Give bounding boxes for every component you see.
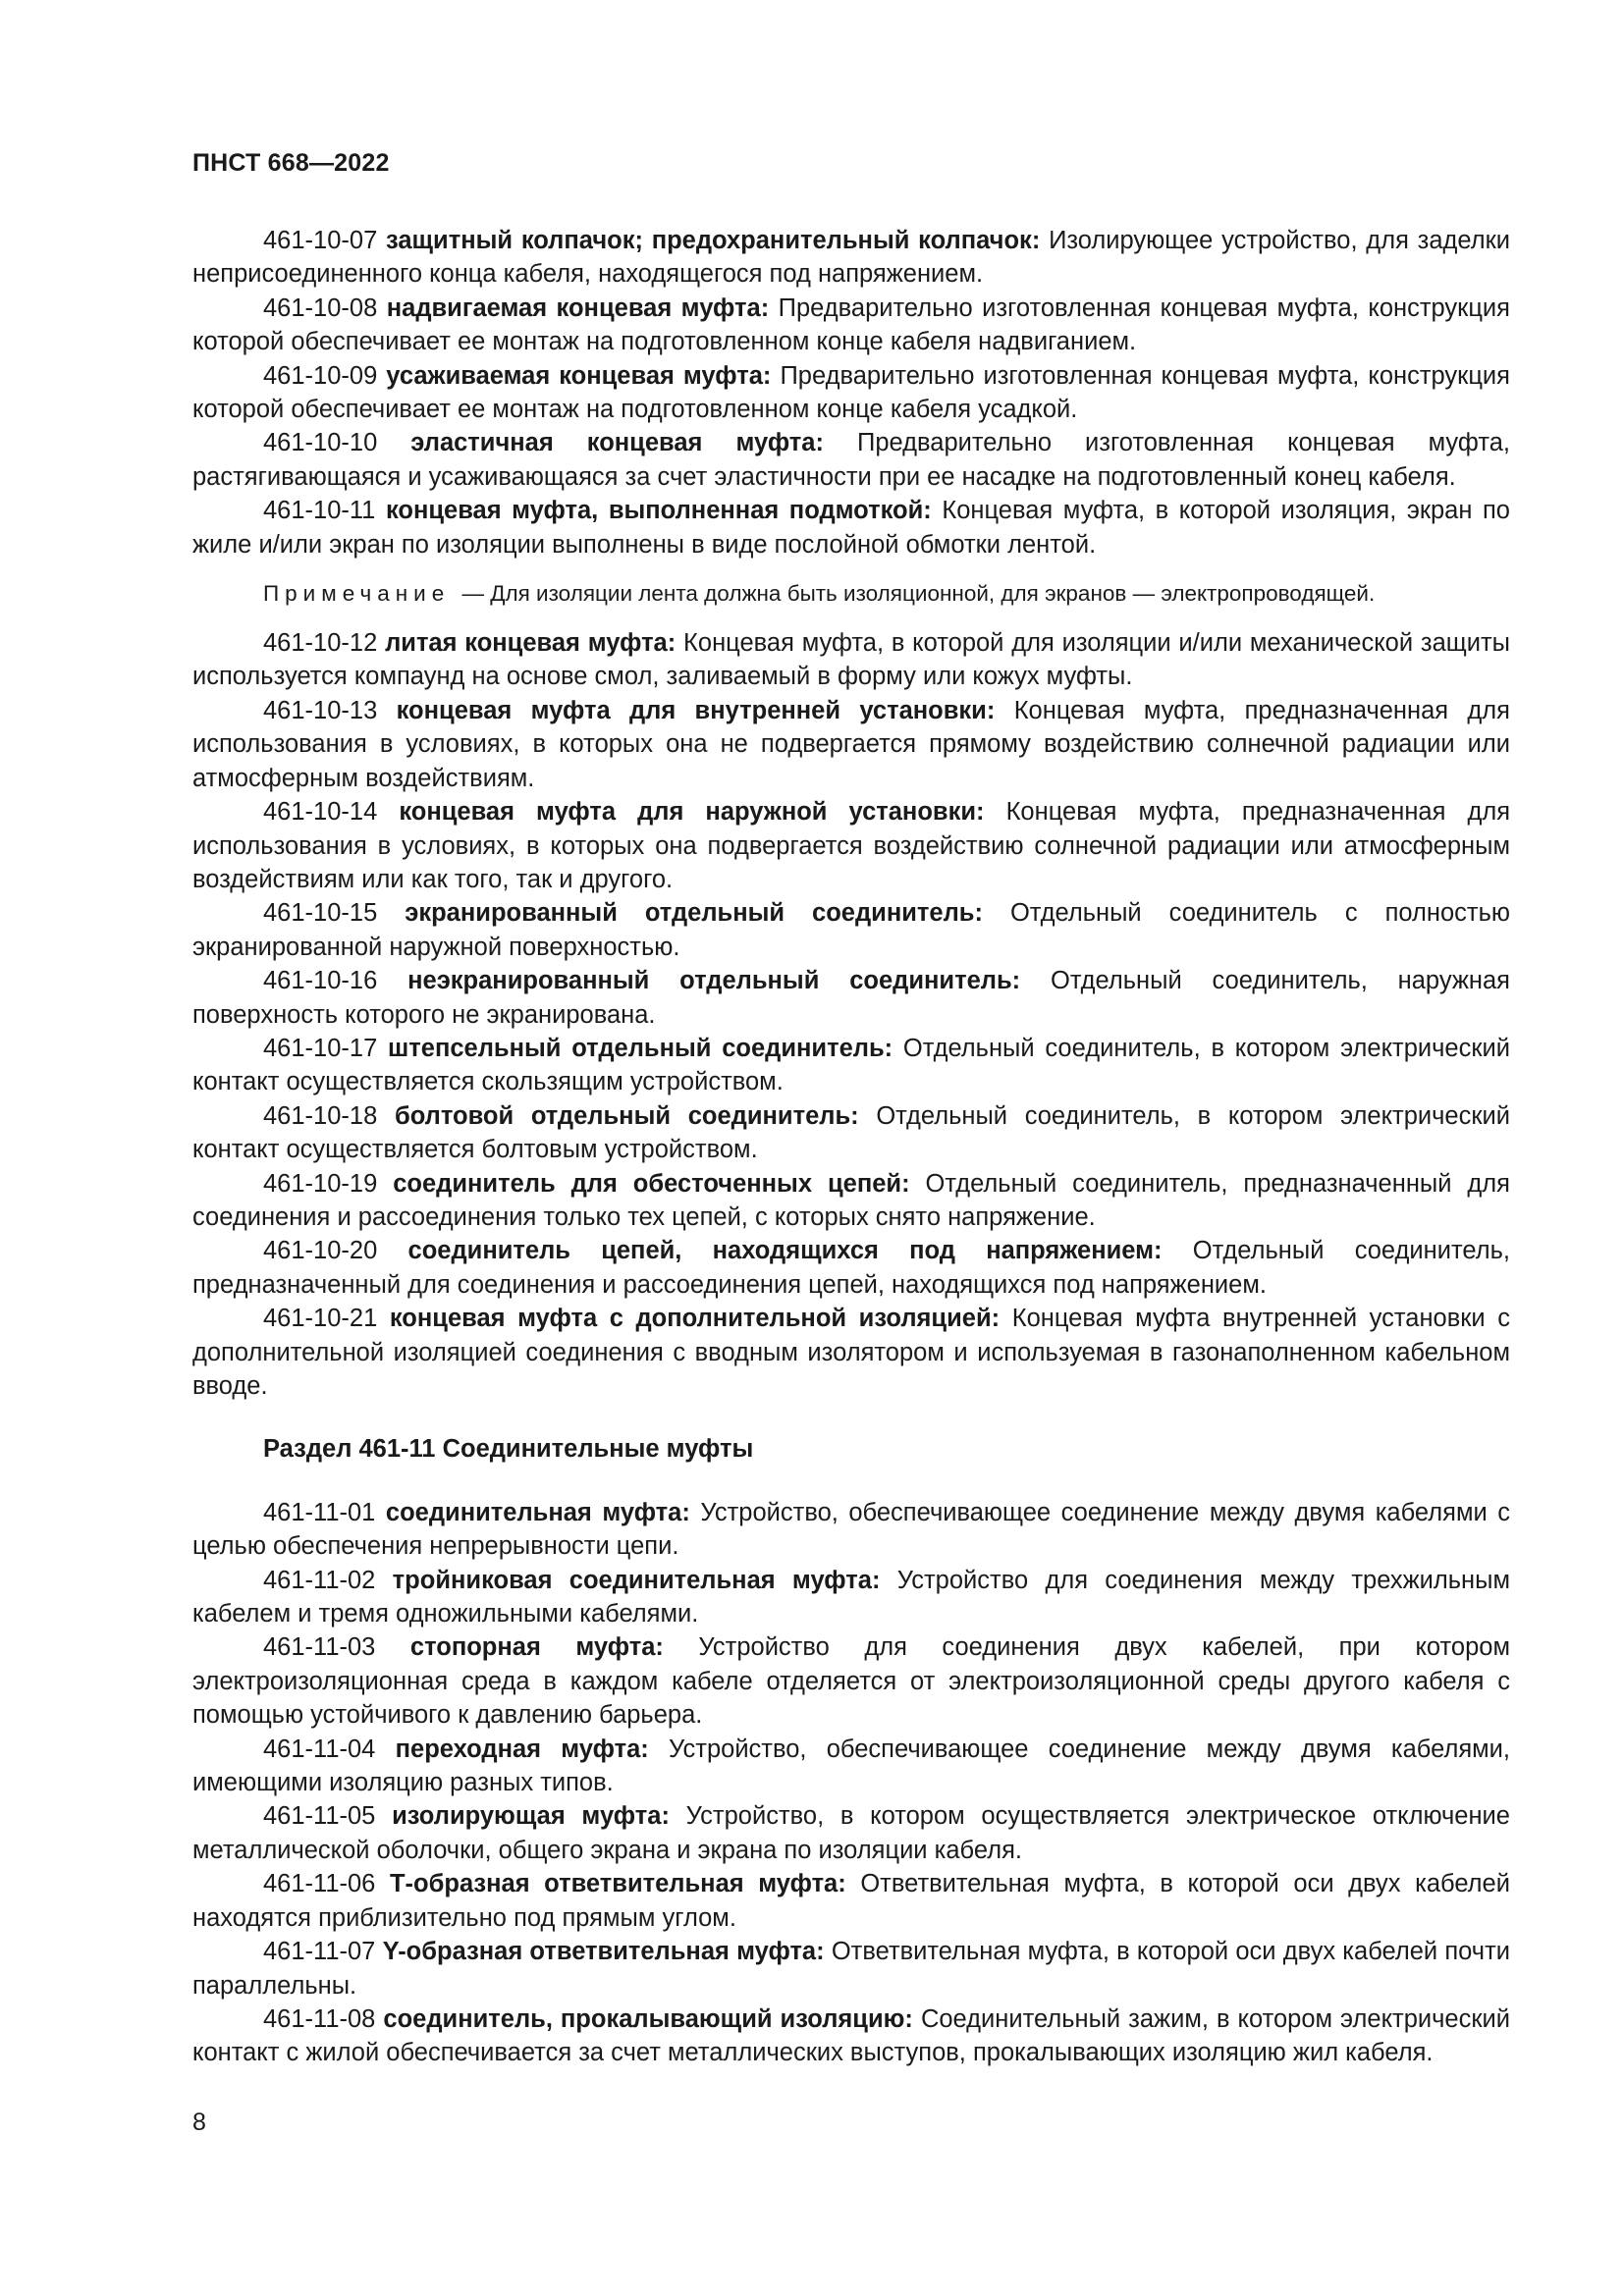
entry-code: 461-10-10 xyxy=(263,429,378,457)
entry-definition: Соединительный зажим, в котором электрический контакт с жилой обеспечивается за счет металлических выступов, прокалывающих изоляцию жил кабеля. xyxy=(192,2004,1510,2067)
term-entry xyxy=(192,292,1510,359)
entry-term: соединитель для обесточенных цепей: xyxy=(393,1169,910,1198)
entry-definition: Ответвительная муфта, в которой оси двух кабелей находятся приблизительно под прямым углом. xyxy=(192,1870,1510,1932)
term-entry xyxy=(192,1099,1510,1167)
term-entry xyxy=(192,359,1510,427)
term-entry xyxy=(192,494,1510,561)
entry-definition: Отдельный соединитель, наружная поверхность которого не экранирована. xyxy=(192,967,1510,1029)
entry-definition: Устройство, обеспечивающее соединение между двумя кабелями с целью обеспечения непрерывности цепи. xyxy=(192,1498,1510,1561)
term-entry xyxy=(192,1564,1510,1631)
entry-definition: Устройство для соединения двух кабелей, при котором электроизоляционная среда в каждом кабеле отделяется от электроизоляционной среды другого кабеля с помощью устойчивого к давлению барьера. xyxy=(192,1633,1510,1730)
entry-definition: Изолирующее устройство, для заделки неприсоединенного конца кабеля, находящегося под напряжением. xyxy=(192,227,1510,289)
document-body xyxy=(192,224,1510,2070)
entry-definition: Отдельный соединитель, в котором электрический контакт осуществляется скользящим устройством. xyxy=(192,1034,1510,1096)
term-entry xyxy=(192,224,1510,292)
document-id: ПНСТ 668—2022 xyxy=(192,149,390,177)
entry-code: 461-11-04 xyxy=(263,1735,376,1763)
entry-definition: Отдельный соединитель с полностью экранированной наружной поверхностью. xyxy=(192,899,1510,961)
entry-code: 461-10-13 xyxy=(263,696,378,724)
term-entry xyxy=(192,896,1510,964)
entry-code: 461-10-11 xyxy=(263,497,376,525)
entry-term: экранированный отдельный соединитель: xyxy=(405,899,983,928)
entry-code: 461-11-03 xyxy=(263,1633,376,1662)
entry-code: 461-10-20 xyxy=(263,1237,378,1265)
entry-term: литая концевая муфта: xyxy=(385,629,677,658)
term-entry xyxy=(192,1630,1510,1732)
note-text: — Для изоляции лента должна быть изоляционной, для экранов — электропроводящей. xyxy=(461,581,1376,607)
term-entry xyxy=(192,626,1510,694)
term-entry xyxy=(192,964,1510,1032)
entry-term: Т-образная ответвительная муфта: xyxy=(389,1870,846,1898)
entry-term: концевая муфта, выполненная подмоткой: xyxy=(385,497,932,525)
term-entry xyxy=(192,1032,1510,1099)
entry-term: тройниковая соединительная муфта: xyxy=(392,1566,881,1594)
entry-code: 461-11-08 xyxy=(263,2004,376,2033)
entry-term: соединительная муфта: xyxy=(385,1498,690,1526)
entries-group-b xyxy=(192,626,1510,1403)
entry-definition: Отдельный соединитель, в котором электрический контакт осуществляется болтовым устройством. xyxy=(192,1101,1511,1164)
entry-term: стопорная муфта: xyxy=(409,1633,664,1662)
entry-definition: Предварительно изготовленная концевая муфта, конструкция которой обеспечивает ее монтаж на подготовленном конце кабеля усадкой. xyxy=(192,361,1510,424)
note-label: Примечание xyxy=(263,581,451,607)
entry-definition: Ответвительная муфта, в которой оси двух кабелей почти параллельны. xyxy=(192,1938,1510,2000)
entry-term: концевая муфта для наружной установки: xyxy=(399,798,985,827)
entry-term: штепсельный отдельный соединитель: xyxy=(388,1034,893,1062)
term-entry xyxy=(192,694,1510,795)
entry-code: 461-11-06 xyxy=(263,1870,376,1898)
entry-term: концевая муфта с дополнительной изоляцией: xyxy=(389,1305,1001,1333)
entry-term: болтовой отдельный соединитель: xyxy=(394,1101,859,1130)
section-title: Раздел 461-11 Соединительные муфты xyxy=(263,1435,754,1464)
entry-code: 461-10-07 xyxy=(263,227,378,254)
term-entry xyxy=(192,2002,1510,2070)
entry-definition: Устройство для соединения между трехжильным кабелем и тремя одножильными кабелями. xyxy=(192,1566,1510,1629)
entry-code: 461-10-17 xyxy=(263,1034,378,1062)
entry-definition: Отдельный соединитель, предназначенный для соединения и рассоединения только тех цепей, с которых снято напряжение. xyxy=(192,1169,1510,1231)
entry-term: изолирующая муфта: xyxy=(392,1802,670,1831)
entry-term: неэкранированный отдельный соединитель: xyxy=(407,967,1021,995)
entry-term: надвигаемая концевая муфта: xyxy=(386,294,770,322)
entry-code: 461-10-09 xyxy=(263,361,378,390)
entry-definition: Предварительно изготовленная концевая муфта, растягивающаяся и усаживающаяся за счет эластичности при ее насадке на подготовленный конец кабеля. xyxy=(192,429,1510,491)
entry-term: усаживаемая концевая муфта: xyxy=(386,361,772,390)
entry-code: 461-11-02 xyxy=(263,1566,376,1594)
term-entry xyxy=(192,426,1510,494)
entry-code: 461-10-14 xyxy=(263,798,378,827)
entry-term: соединитель, прокалывающий изоляцию: xyxy=(383,2004,913,2033)
entry-code: 461-10-08 xyxy=(263,294,378,322)
entry-code: 461-11-07 xyxy=(263,1938,376,1966)
note xyxy=(263,579,1510,609)
entry-term: концевая муфта для внутренней установки: xyxy=(396,696,996,724)
entry-code: 461-10-18 xyxy=(263,1101,378,1130)
entries-group-a xyxy=(192,224,1510,561)
entry-definition: Концевая муфта, в которой для изоляции и/или механической защиты используется компаунд на основе смол, заливаемый в форму или кожух муфты. xyxy=(192,629,1510,691)
entry-term: переходная муфта: xyxy=(395,1735,649,1763)
entry-code: 461-10-16 xyxy=(263,967,378,995)
term-entry xyxy=(192,1867,1510,1935)
entry-code: 461-10-15 xyxy=(263,899,378,928)
term-entry xyxy=(192,1302,1510,1403)
term-entry xyxy=(192,1733,1510,1800)
entry-definition: Отдельный соединитель, предназначенный для соединения и рассоединения цепей, находящихся под напряжением. xyxy=(192,1237,1510,1299)
entry-code: 461-11-01 xyxy=(263,1498,376,1526)
entry-definition: Предварительно изготовленная концевая муфта, конструкция которой обеспечивает ее монтаж на подготовленном конце кабеля надвиганием. xyxy=(192,294,1510,356)
entry-definition: Концевая муфта, предназначенная для использования в условиях, в которых она подвергается воздействию солнечной радиации или атмосферным воздействиям или как того, так и другого. xyxy=(192,798,1511,893)
page-number: 8 xyxy=(192,2109,206,2136)
term-entry xyxy=(192,1234,1510,1302)
entry-definition: Концевая муфта, в которой изоляция, экран по жиле и/или экран по изоляции выполнены в виде послойной обмотки лентой. xyxy=(192,497,1510,559)
entry-term: соединитель цепей, находящихся под напряжением: xyxy=(407,1237,1163,1265)
entries-group-c xyxy=(192,1496,1510,2070)
entry-code: 461-10-19 xyxy=(263,1169,378,1198)
entry-code: 461-10-12 xyxy=(263,629,378,658)
entry-term: эластичная концевая муфта: xyxy=(410,429,824,457)
term-entry xyxy=(192,1799,1510,1867)
entry-code: 461-11-05 xyxy=(263,1802,376,1831)
term-entry xyxy=(192,1167,1510,1235)
entry-term: Y-образная ответвительная муфта: xyxy=(382,1938,825,1966)
entry-code: 461-10-21 xyxy=(263,1305,378,1333)
entry-definition: Концевая муфта, предназначенная для использования в условиях, в которых она не подвергается прямому воздействию солнечной радиации или атмосферным воздействиям. xyxy=(192,696,1510,792)
entry-term: защитный колпачок; предохранительный колпачок: xyxy=(386,227,1041,254)
entry-definition: Устройство, обеспечивающее соединение между двумя кабелями, имеющими изоляцию разных типов. xyxy=(192,1735,1510,1797)
term-entry xyxy=(192,1935,1510,2002)
term-entry xyxy=(192,795,1510,896)
entry-definition: Концевая муфта внутренней установки с дополнительной изоляцией соединения с вводным изолятором и используемая в газонаполненном кабельном вводе. xyxy=(192,1305,1510,1400)
entry-definition: Устройство, в котором осуществляется электрическое отключение металлической оболочки, общего экрана и экрана по изоляции кабеля. xyxy=(192,1802,1510,1864)
term-entry xyxy=(192,1496,1510,1564)
